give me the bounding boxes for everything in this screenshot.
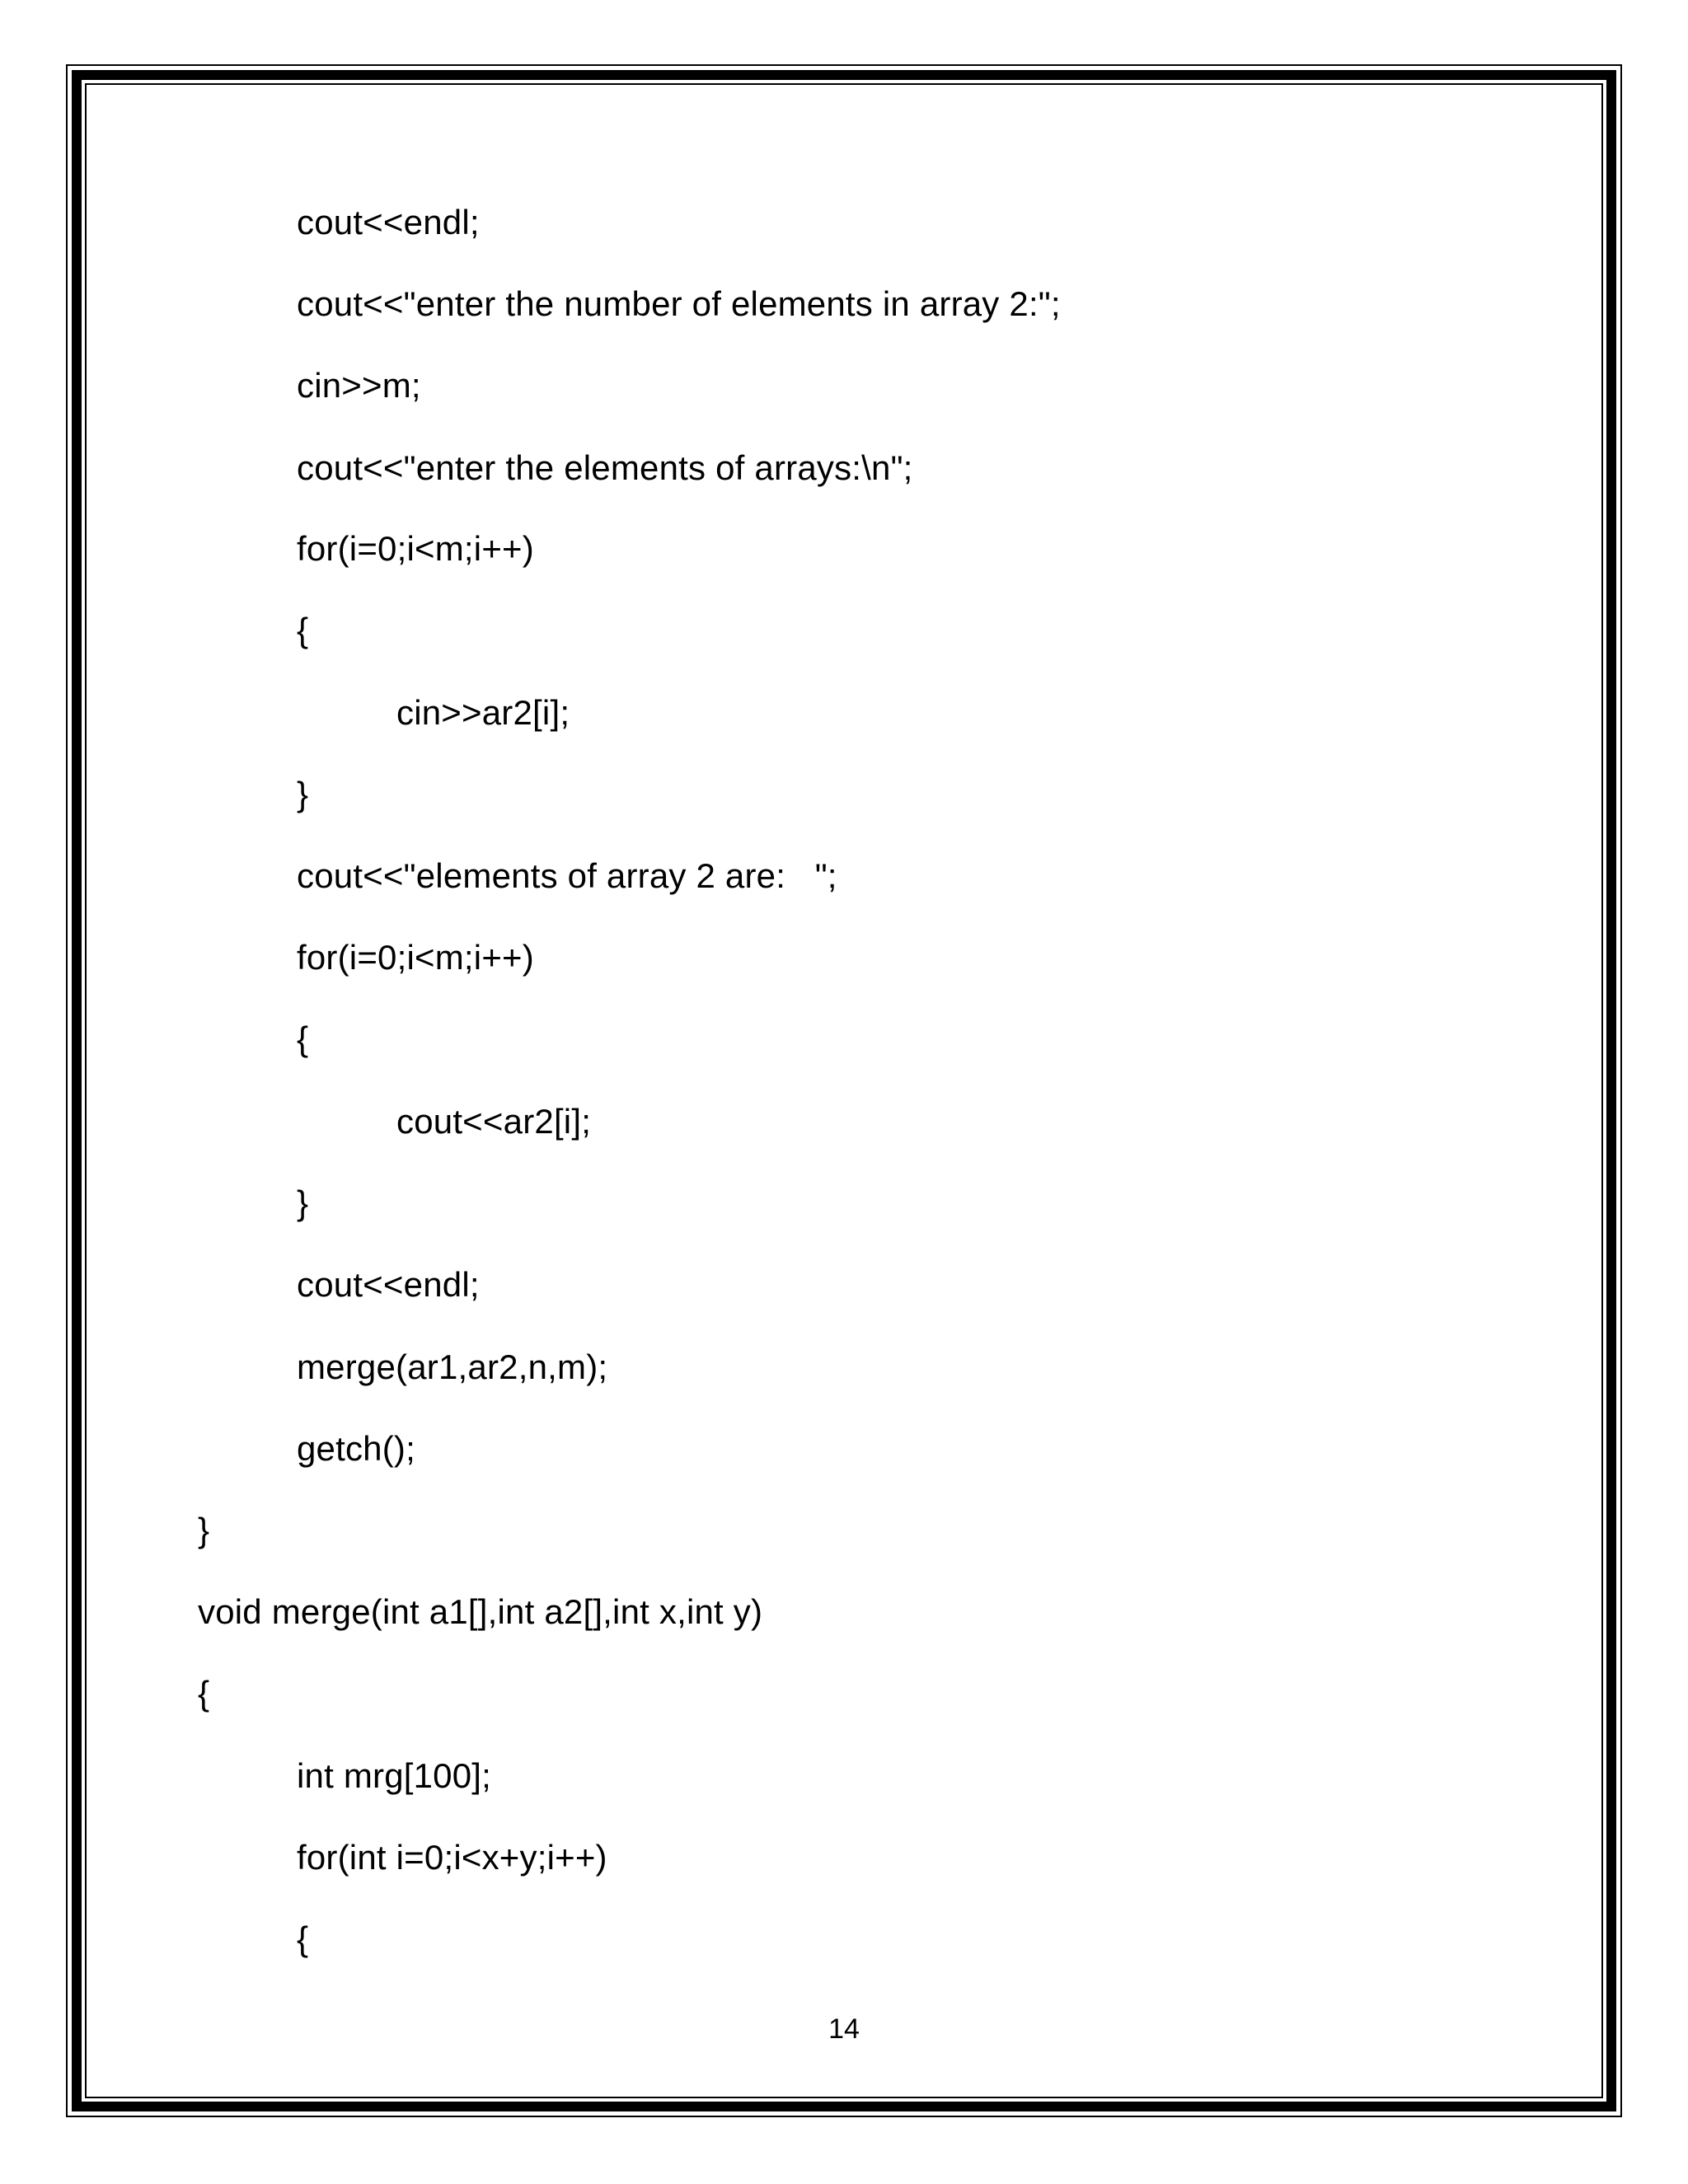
code-line: cout<<"enter the number of elements in array 2:"; [297,284,1061,323]
code-line: cout<<"elements of array 2 are: "; [297,856,837,895]
code-line: { [297,1019,309,1058]
code-line: cout<<endl; [297,1265,480,1304]
code-line: for(i=0;i<m;i++) [297,529,534,568]
code-line: getch(); [297,1429,415,1468]
code-line: merge(ar1,ar2,n,m); [297,1347,608,1386]
code-line: int mrg[100]; [297,1756,492,1795]
code-line: cout<<"enter the elements of arrays:\n"; [297,448,913,487]
code-line: void merge(int a1[],int a2[],int x,int y) [198,1592,763,1631]
code-line: } [297,775,309,813]
code-line: cout<<endl; [297,203,480,241]
code-line: cout<<ar2[i]; [396,1102,592,1141]
page-number: 14 [828,2013,860,2045]
code-line: { [198,1674,210,1713]
code-line: cin>>m; [297,366,421,405]
code-line: { [297,1919,309,1958]
code-line: cin>>ar2[i]; [396,693,570,732]
code-line: for(int i=0;i<x+y;i++) [297,1838,607,1877]
code-line: { [297,611,309,649]
code-line: } [198,1511,210,1549]
code-line: for(i=0;i<m;i++) [297,938,534,977]
code-line: } [297,1183,309,1222]
